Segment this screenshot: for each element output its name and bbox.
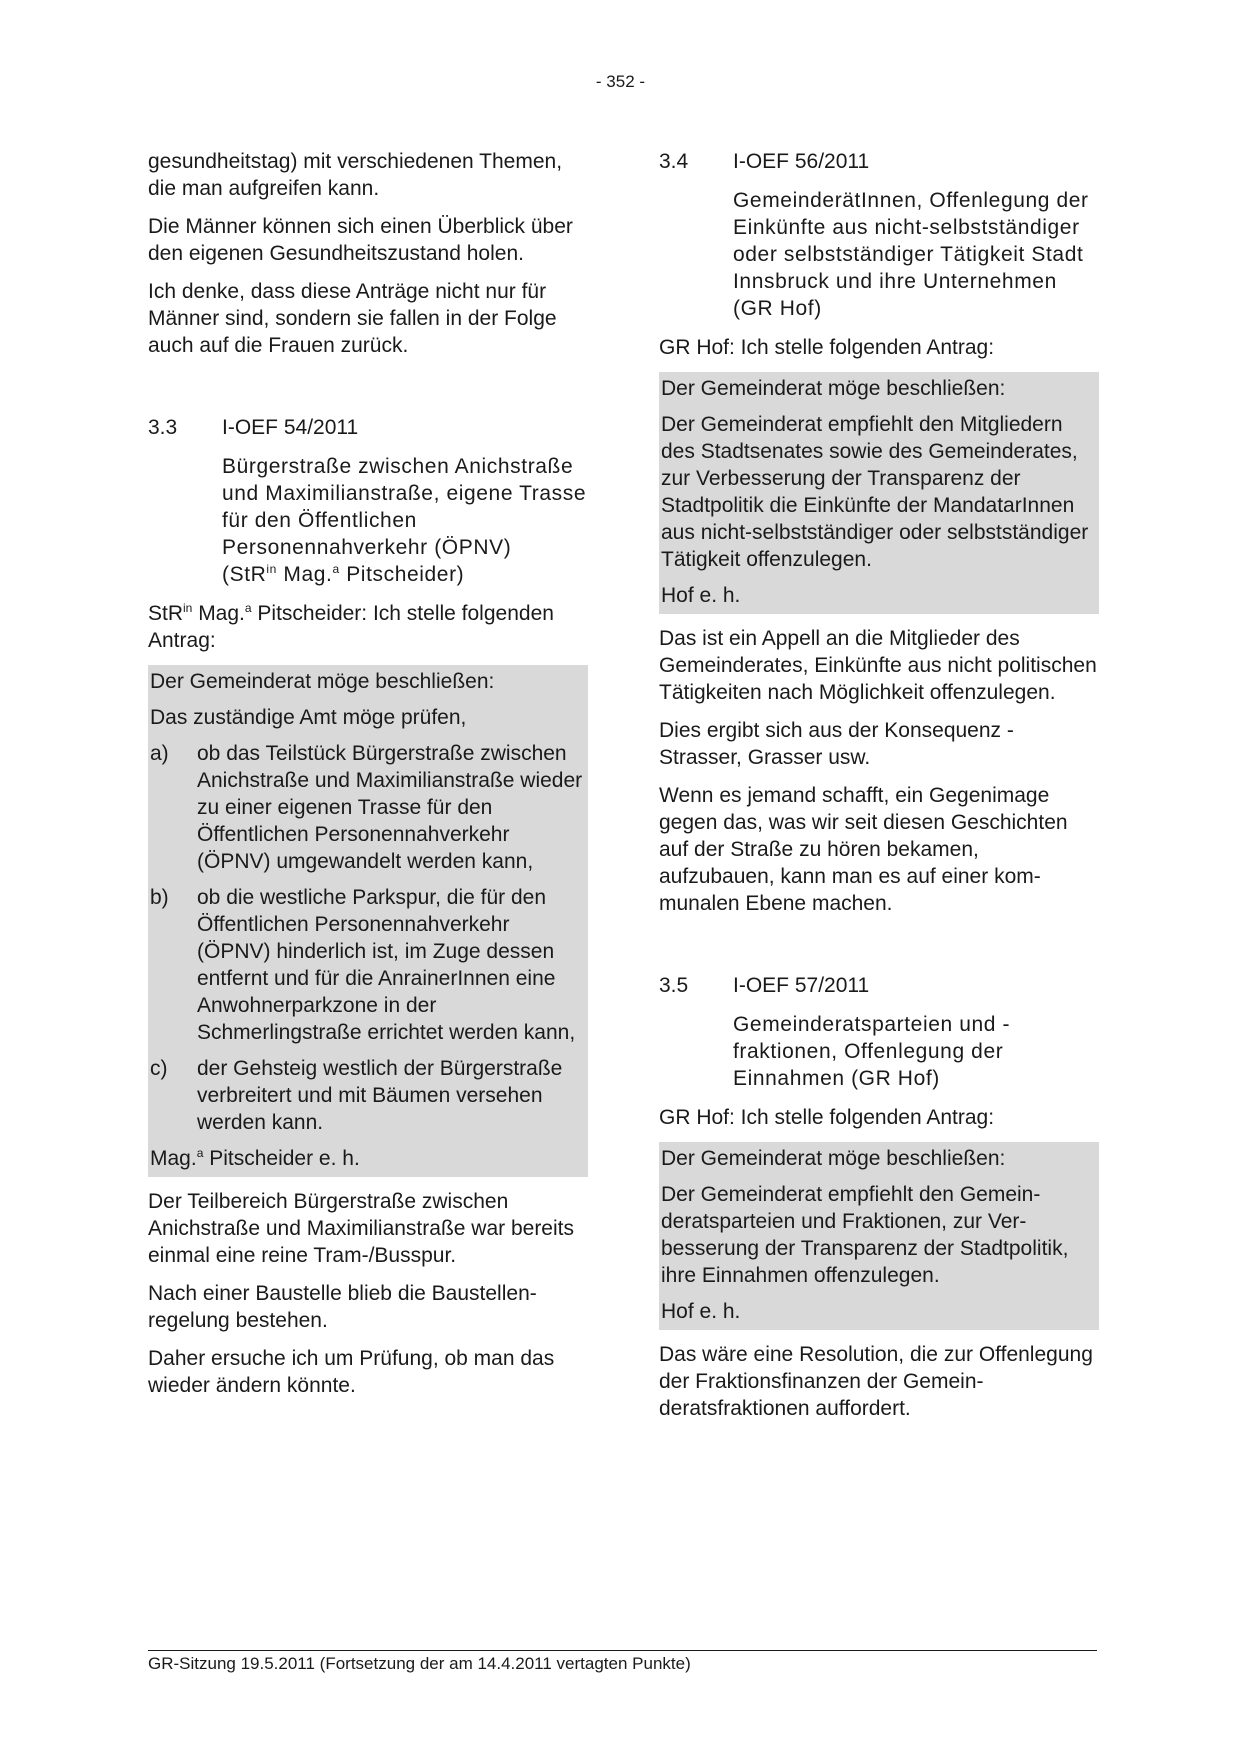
list-letter: c) bbox=[150, 1057, 168, 1080]
paragraph: gesundheitstag) mit verschiedenen Themen, die man aufgreifen kann. bbox=[148, 150, 563, 200]
list-item bbox=[148, 740, 588, 875]
paragraph: Dies ergibt sich aus der Konsequenz - Strasser, Grasser usw. bbox=[659, 719, 1014, 769]
paragraph: Daher ersuche ich um Prüfung, ob man das wieder ändern könnte. bbox=[148, 1347, 555, 1397]
list-text: der Gehsteig westlich der Bürgerstraße verbreitert und mit Bäumen versehen werden kann. bbox=[197, 1057, 563, 1134]
speaker-line: StR$^{in}$ Mag.$^a$ Pitscheider: Ich stelle folgenden Antrag: bbox=[148, 601, 554, 652]
motion-box bbox=[148, 665, 588, 1177]
paragraph: Das wäre eine Resolution, die zur Offenlegung der Fraktionsfinanzen der Gemeinderatsfraktionen auffordert. bbox=[659, 1343, 1093, 1420]
section-gap bbox=[659, 928, 1099, 972]
section-title-text: Bürgerstraße zwischen Anichstraße und Maximilianstraße, eigene Trasse für den Öffentlichen Personennahverkehr (ÖPNV) bbox=[222, 455, 587, 559]
list-letter: a) bbox=[150, 742, 169, 765]
paragraph: Die Männer können sich einen Überblick über den eigenen Gesundheitszustand holen. bbox=[148, 215, 573, 265]
section-title: GemeinderätInnen, Offenlegung der Einkünfte aus nicht-selbstständiger oder selbstständiger Tätigkeit Stadt Innsbruck und ihre Unternehmen (GR Hof) bbox=[733, 189, 1089, 320]
section-title bbox=[222, 453, 588, 588]
section-title: Gemeinderatsparteien und -fraktionen, Offenlegung der Einnahmen (GR Hof) bbox=[733, 1013, 1011, 1090]
section-code: I-OEF 56/2011 bbox=[733, 150, 870, 173]
section-title-author: (StR$^{in}$ Mag.$^a$ Pitscheider) bbox=[222, 562, 465, 586]
section-number: 3.3 bbox=[148, 416, 178, 439]
section-code: I-OEF 57/2011 bbox=[733, 974, 870, 997]
motion-body: Der Gemeinderat empfiehlt den Gemeinderatsparteien und Fraktionen, zur Verbesserung der Transparenz der Stadtpolitik, ihre Einnahmen offenzulegen. bbox=[661, 1183, 1069, 1287]
section-heading-3-4 bbox=[659, 148, 1099, 175]
motion-heading: Der Gemeinderat möge beschließen: bbox=[150, 670, 495, 693]
motion-signature: Hof e. h. bbox=[661, 584, 741, 607]
motion-signature: Hof e. h. bbox=[661, 1300, 741, 1323]
list-text: ob die westliche Parkspur, die für den Öffentlichen Personennahverkehr (ÖPNV) hinderlich ist, im Zuge dessen entfernt und für die AnrainerInnen eine Anwohnerparkzone in der Schmerlingstraße errichtet werden kann, bbox=[197, 886, 576, 1044]
motion-lead: Das zuständige Amt möge prüfen, bbox=[150, 706, 467, 729]
section-heading-3-5 bbox=[659, 972, 1099, 999]
paragraph: Wenn es jemand schafft, ein Gegenimage gegen das, was wir seit diesen Geschichten auf der Straße zu hören bekamen, aufzubauen, kann man es auf einer kommunalen Ebene machen. bbox=[659, 784, 1068, 915]
right-column bbox=[659, 148, 1099, 1433]
motion-heading: Der Gemeinderat möge beschließen: bbox=[661, 1147, 1006, 1170]
motion-box bbox=[659, 1142, 1099, 1330]
list-text: ob das Teilstück Bürgerstraße zwischen Anichstraße und Maximilianstraße wieder zu einer eigenen Trasse für den Öffentlichen Personennahverkehr (ÖPNV) umgewandelt werden kann, bbox=[197, 742, 583, 873]
page-number: - 352 - bbox=[595, 72, 646, 91]
motion-box bbox=[659, 372, 1099, 614]
left-column bbox=[148, 148, 588, 1410]
speaker-line: GR Hof: Ich stelle folgenden Antrag: bbox=[659, 1106, 995, 1129]
speaker-line: GR Hof: Ich stelle folgenden Antrag: bbox=[659, 336, 995, 359]
section-code: I-OEF 54/2011 bbox=[222, 416, 359, 439]
paragraph: Das ist ein Appell an die Mitglieder des Gemeinderates, Einkünfte aus nicht politischen Tätigkeiten nach Möglichkeit offenzulegen. bbox=[659, 627, 1097, 704]
section-heading-3-3 bbox=[148, 414, 588, 441]
motion-body: Der Gemeinderat empfiehlt den Mitgliedern des Stadtsenates sowie des Gemeinderates, zur Verbesserung der Transparenz der Stadtpolitik die Einkünfte der MandatarInnen aus nicht-selbstständiger oder selbstständiger Tätigkeit offenzulegen. bbox=[661, 413, 1089, 571]
list-letter: b) bbox=[150, 886, 169, 909]
section-gap bbox=[148, 370, 588, 414]
section-number: 3.4 bbox=[659, 150, 689, 173]
paragraph: Ich denke, dass diese Anträge nicht nur für Männer sind, sondern sie fallen in der Folge auch auf die Frauen zurück. bbox=[148, 280, 557, 357]
list-item bbox=[148, 1055, 588, 1136]
footer-divider bbox=[148, 1650, 1097, 1651]
list-item bbox=[148, 884, 588, 1046]
motion-signature: Mag.$^a$ Pitscheider e. h. bbox=[150, 1146, 360, 1170]
paragraph: Der Teilbereich Bürgerstraße zwischen Anichstraße und Maximilianstraße war bereits einmal eine reine Tram-/Busspur. bbox=[148, 1190, 574, 1267]
footer-text: GR-Sitzung 19.5.2011 (Fortsetzung der am 14.4.2011 vertagten Punkte) bbox=[148, 1654, 691, 1673]
paragraph: Nach einer Baustelle blieb die Baustellenregelung bestehen. bbox=[148, 1282, 537, 1332]
motion-heading: Der Gemeinderat möge beschließen: bbox=[661, 377, 1006, 400]
section-number: 3.5 bbox=[659, 974, 689, 997]
